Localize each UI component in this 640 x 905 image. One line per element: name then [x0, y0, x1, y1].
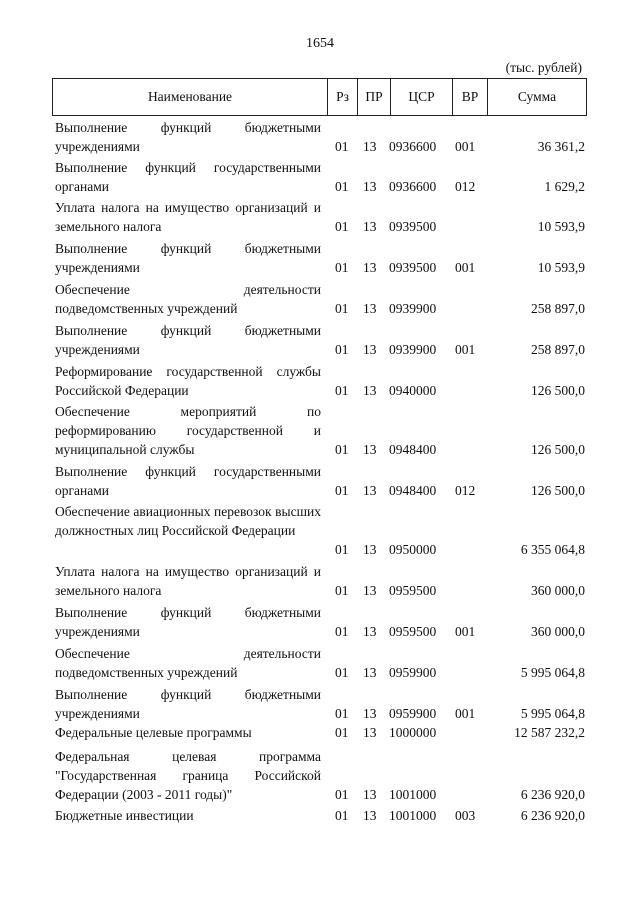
table-row: [52, 806, 587, 825]
row-sum: 10 593,9: [537, 219, 585, 234]
row-pr: 13: [363, 301, 377, 316]
table-row: [52, 685, 587, 723]
row-pr: 13: [363, 260, 377, 275]
row-pr: 13: [363, 342, 377, 357]
row-sum: 258 897,0: [531, 342, 585, 357]
row-rz: 01: [335, 483, 349, 498]
row-csr: 0959900: [389, 665, 437, 680]
row-csr: 0936600: [389, 139, 437, 154]
row-pr: 13: [363, 483, 377, 498]
column-header-vr: ВР: [452, 79, 487, 115]
row-sum: 10 593,9: [537, 260, 585, 275]
table-row: [52, 362, 587, 400]
row-name: Обеспечение деятельности подведомственных учреждений: [55, 282, 321, 316]
table-row: [52, 402, 587, 459]
row-pr: 13: [363, 706, 377, 721]
row-csr: 1001000: [389, 808, 437, 823]
row-name: Реформирование государственной службы Российской Федерации: [55, 364, 321, 398]
column-header-pr: ПР: [357, 79, 390, 115]
row-rz: 01: [335, 725, 349, 740]
row-name: Выполнение функций бюджетными учреждениями: [55, 241, 321, 275]
row-pr: 13: [363, 179, 377, 194]
table-row: [52, 502, 587, 559]
row-name: Уплата налога на имущество организаций и земельного налога: [55, 200, 321, 234]
row-name: Федеральные целевые программы: [55, 725, 252, 740]
row-vr: 001: [455, 624, 476, 639]
table-row: [52, 603, 587, 641]
row-vr: 003: [455, 808, 476, 823]
row-csr: 0948400: [389, 442, 437, 457]
row-rz: 01: [335, 383, 349, 398]
row-csr: 0959900: [389, 706, 437, 721]
table-row: [52, 747, 587, 804]
row-rz: 01: [335, 808, 349, 823]
row-csr: 0936600: [389, 179, 437, 194]
row-sum: 126 500,0: [531, 442, 585, 457]
row-name: Выполнение функций государственными органами: [55, 464, 321, 498]
row-sum: 6 236 920,0: [520, 808, 585, 823]
units-label: (тыс. рублей): [505, 60, 582, 75]
row-name: Выполнение функций бюджетными учреждениями: [55, 605, 321, 639]
row-vr: 001: [455, 139, 476, 154]
row-sum: 36 361,2: [537, 139, 585, 154]
row-name: Уплата налога на имущество организаций и земельного налога: [55, 564, 321, 598]
column-header-rz: Рз: [327, 79, 357, 115]
row-pr: 13: [363, 624, 377, 639]
row-rz: 01: [335, 219, 349, 234]
row-rz: 01: [335, 665, 349, 680]
row-sum: 6 355 064,8: [520, 542, 585, 557]
row-pr: 13: [363, 808, 377, 823]
row-csr: 0948400: [389, 483, 437, 498]
row-rz: 01: [335, 301, 349, 316]
row-csr: 0950000: [389, 542, 437, 557]
table-row: [52, 280, 587, 318]
row-pr: 13: [363, 383, 377, 398]
row-pr: 13: [363, 442, 377, 457]
row-vr: 012: [455, 179, 476, 194]
row-pr: 13: [363, 787, 377, 802]
row-name: Обеспечение мероприятий по реформированию государственной и муниципальной службы: [55, 404, 321, 457]
row-name: Федеральная целевая программа "Государственная граница Российской Федерации (2003 - 2011 годы)": [55, 749, 321, 802]
row-name: Выполнение функций бюджетными учреждениями: [55, 323, 321, 357]
row-name: Выполнение функций бюджетными учреждениями: [55, 687, 321, 721]
row-sum: 126 500,0: [531, 483, 585, 498]
row-rz: 01: [335, 583, 349, 598]
row-sum: 5 995 064,8: [520, 665, 585, 680]
row-sum: 126 500,0: [531, 383, 585, 398]
row-sum: 1 629,2: [544, 179, 585, 194]
row-pr: 13: [363, 583, 377, 598]
row-pr: 13: [363, 725, 377, 740]
row-vr: 001: [455, 260, 476, 275]
row-csr: 0959500: [389, 583, 437, 598]
column-header-sum: Сумма: [487, 79, 587, 115]
table-row: [52, 198, 587, 236]
row-csr: 1000000: [389, 725, 437, 740]
row-csr: 0939500: [389, 260, 437, 275]
row-name: Выполнение функций бюджетными учреждениями: [55, 120, 321, 154]
row-pr: 13: [363, 665, 377, 680]
row-sum: 258 897,0: [531, 301, 585, 316]
row-csr: 0940000: [389, 383, 437, 398]
row-sum: 6 236 920,0: [520, 787, 585, 802]
table-row: [52, 562, 587, 600]
row-rz: 01: [335, 342, 349, 357]
table-row: [52, 321, 587, 359]
column-header-csr: ЦСР: [390, 79, 452, 115]
row-csr: 0939500: [389, 219, 437, 234]
row-csr: 0959500: [389, 624, 437, 639]
table-row: [52, 644, 587, 682]
row-name: Выполнение функций государственными органами: [55, 160, 321, 194]
row-rz: 01: [335, 179, 349, 194]
page-number: 1654: [306, 36, 334, 51]
table-row: [52, 118, 587, 156]
row-vr: 001: [455, 706, 476, 721]
row-sum: 12 587 232,2: [514, 725, 585, 740]
row-pr: 13: [363, 542, 377, 557]
row-name: Обеспечение деятельности подведомственных учреждений: [55, 646, 321, 680]
table-row: [52, 462, 587, 500]
row-rz: 01: [335, 706, 349, 721]
table-header: [52, 78, 587, 116]
table-row: [52, 723, 587, 742]
row-sum: 360 000,0: [531, 624, 585, 639]
row-rz: 01: [335, 787, 349, 802]
row-rz: 01: [335, 442, 349, 457]
row-name: Обеспечение авиационных перевозок высших должностных лиц Российской Федерации: [55, 504, 321, 538]
table-row: [52, 239, 587, 277]
row-pr: 13: [363, 139, 377, 154]
row-pr: 13: [363, 219, 377, 234]
row-rz: 01: [335, 260, 349, 275]
column-header-name: Наименование: [52, 79, 327, 115]
row-rz: 01: [335, 624, 349, 639]
row-csr: 0939900: [389, 342, 437, 357]
row-sum: 360 000,0: [531, 583, 585, 598]
row-sum: 5 995 064,8: [520, 706, 585, 721]
row-vr: 001: [455, 342, 476, 357]
row-csr: 0939900: [389, 301, 437, 316]
row-name: Бюджетные инвестиции: [55, 808, 194, 823]
row-csr: 1001000: [389, 787, 437, 802]
row-rz: 01: [335, 139, 349, 154]
table-row: [52, 158, 587, 196]
row-vr: 012: [455, 483, 476, 498]
row-rz: 01: [335, 542, 349, 557]
